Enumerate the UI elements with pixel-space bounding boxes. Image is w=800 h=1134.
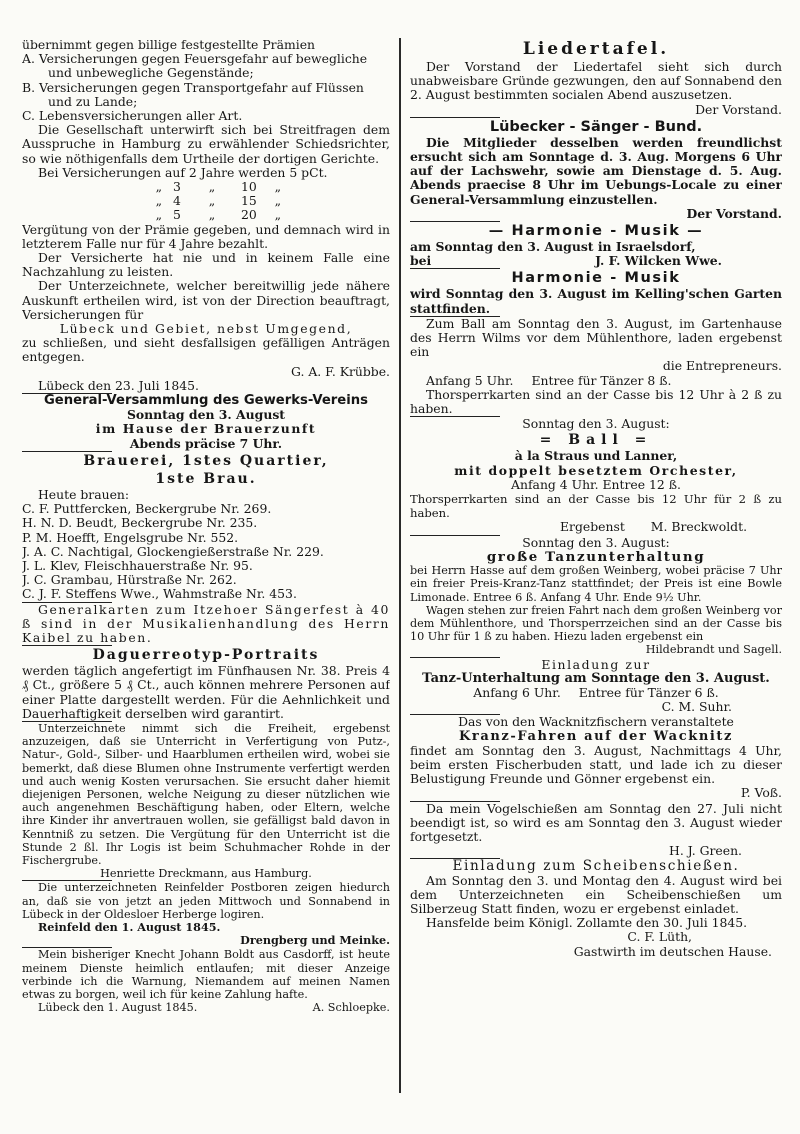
blumen-notice bbox=[22, 722, 390, 880]
insurance-item: und unbewegliche Gegenstände; bbox=[48, 65, 254, 81]
column-rule bbox=[399, 38, 401, 1093]
generalkarten-notice: Generalkarten zum Itzehoer Sängerfest à 40 ß sind in der Musikalienhandlung des Herrn Kaibel zu haben. bbox=[22, 601, 390, 645]
insurance-date: Lübeck den 23. Juli 1845. bbox=[38, 377, 199, 393]
gewerk-line: im Hause der Brauerzunft bbox=[95, 421, 317, 437]
ball2-line: Anfang 4 Uhr. Entree 12 ß. bbox=[511, 476, 681, 492]
insurance-item: C. Lebensversicherungen aller Art. bbox=[22, 108, 243, 124]
rates-row: „ 3 „ 10 „ bbox=[155, 179, 282, 195]
right-column bbox=[410, 38, 782, 959]
ball2-title: = Ball = bbox=[539, 432, 653, 449]
brauerei-entry: P. M. Hoefft, Engelsgrube Nr. 552. bbox=[22, 529, 239, 545]
brauerei-entry: H. N. D. Beudt, Beckergrube Nr. 235. bbox=[22, 515, 258, 531]
insurance-head: übernimmt gegen billige festgestellte Prämien bbox=[22, 38, 316, 52]
brauerei-intro: Heute brauen: bbox=[38, 486, 130, 502]
brauerei-entry: C. J. F. Steffens Wwe., Wahmstraße Nr. 453. bbox=[22, 586, 297, 602]
wacknitz-signature: P. Voß. bbox=[740, 785, 782, 801]
ball2-head: Sonntag den 3. August: bbox=[522, 416, 670, 432]
saenger-text: Die Mitglieder desselben werden freundlichst ersucht sich am Sonntage d. 3. Aug. Morgens 6 Uhr auf der Lachswehr, sowie am Dienstage d. 5. Aug. Abends praecise 8 Uhr im Uebungs-Locale zu einer General-Versammlung einzustellen. bbox=[410, 134, 782, 207]
brauerei-title: Brauerei, 1stes Quartier, bbox=[83, 452, 329, 469]
liedertafel-notice bbox=[410, 38, 782, 117]
daguerre-title: Daguerreotyp-Portraits bbox=[92, 647, 320, 664]
harmonie2-text: wird Sonntag den 3. August im Kelling'schen Garten stattfinden. bbox=[410, 286, 782, 316]
rates-intro: Bei Versicherungen auf 2 Jahre werden 5 pCt. bbox=[38, 164, 328, 180]
brauerei-entry: C. F. Puttfercken, Beckergrube Nr. 269. bbox=[22, 501, 272, 517]
insurance-text: zu schließen, und sieht desfallsigen gefälligen Anträgen entgegen. bbox=[22, 335, 390, 365]
liedertafel-title: Liedertafel. bbox=[522, 39, 670, 59]
knecht-signature: A. Schloepke. bbox=[312, 1001, 390, 1015]
scheiben-signature: C. F. Lüth, bbox=[627, 929, 692, 945]
harmonie1-title: — Harmonie - Musik — bbox=[488, 223, 704, 240]
einladung-signature: C. M. Suhr. bbox=[661, 699, 732, 715]
scheiben-title: Einladung zum Scheibenschießen. bbox=[452, 858, 740, 875]
insurance-item: und zu Lande; bbox=[48, 93, 138, 109]
harmonie1-line: am Sonntag den 3. August in Israelsdorf, bbox=[410, 239, 696, 255]
tanz-title: große Tanzunterhaltung bbox=[486, 548, 706, 565]
harmonie1-footer: bei J. F. Wilcken Wwe. bbox=[410, 254, 782, 268]
gewerk-line: Abends präcise 7 Uhr. bbox=[129, 435, 283, 451]
einladung-line: Tanz-Unterhaltung am Sonntage den 3. August. bbox=[422, 670, 770, 686]
liedertafel-signature: Der Vorstand. bbox=[695, 101, 782, 117]
scheiben-text: Am Sonntag den 3. und Montag den 4. August wird bei dem Unterzeichneten ein Scheibenschießen um Silberzeug Statt finden, wozu er ergebenst einladet. bbox=[410, 872, 782, 916]
insurance-notice bbox=[22, 38, 390, 393]
ball2-notice bbox=[410, 417, 782, 534]
gewerk-line: Sonntag den 3. August bbox=[126, 407, 286, 423]
tanz-head: Sonntag den 3. August: bbox=[522, 534, 670, 550]
insurance-signature: G. A. F. Krübbe. bbox=[291, 363, 390, 379]
ball2-line: à la Straus und Lanner, bbox=[514, 448, 678, 464]
wacknitz-text: findet am Sonntag den 3. August, Nachmittags 4 Uhr, beim ersten Fischerbuden statt, und lade ich zu dieser Belustigung Freunde und Gönner ergebenst ein. bbox=[410, 742, 782, 787]
tanz-text: bei Herrn Hasse auf dem großen Weinberg, wobei präcise 7 Uhr ein freier Preis-Kranz-Tanz stattfindet; der Preis ist eine Bowle Limonade. Entree 6 ß. Anfang 4 Uhr. Ende 9½ Uhr. bbox=[410, 564, 782, 604]
insurance-item: A. Versicherungen gegen Feuersgefahr auf bewegliche bbox=[22, 51, 368, 67]
knecht-text: Mein bisheriger Knecht Johann Boldt aus Casdorff, ist heute meinem Dienste heimlich entlaufen; mit dieser Anzeige verbinde ich die Warnung, Niemandem auf meinen Namen etwas zu borgen, weil ich für keine Zahlung hafte. bbox=[22, 948, 390, 1001]
rates-row: „ 5 „ 20 „ bbox=[155, 207, 282, 223]
einladung-notice bbox=[410, 658, 782, 715]
wacknitz-title: Kranz-Fahren auf der Wacknitz bbox=[458, 728, 733, 744]
harmonie1-notice bbox=[410, 222, 782, 268]
insurance-text: Die Gesellschaft unterwirft sich bei Streitfragen dem Ausspruche in Hamburg zu erwählender Schiedsrichter, so wie nöthigenfalls dem Urtheile der dortigen Gerichte. bbox=[22, 122, 390, 166]
knecht-notice bbox=[22, 948, 390, 1014]
reinfeld-notice bbox=[22, 881, 390, 947]
brauerei-subtitle: 1ste Brau. bbox=[155, 470, 257, 487]
harmonie1-signature: J. F. Wilcken Wwe. bbox=[595, 253, 722, 269]
ball2-footer: Ergebenst M. Breckwoldt. bbox=[560, 519, 748, 535]
blumen-text: Unterzeichnete nimmt sich die Freiheit, ergebenst anzuzeigen, daß sie Unterricht in Verfertigung von Putz-, Natur-, Gold-, Silber- und Haarblumen ertheilen wird, wobei sie bemerkt, daß diese Blumen ohne Instrumente verfertigt werden und auch wenig Kosten verursachen. Sie ersucht daher hiemit diejenigen Personen, welche Neigung zu dieser nützlichen wie auch angenehmen Beschäftigung haben, oder Eltern, welche ihre Kinder ihr anvertrauen wollen, sie gefälligst bald davon in Kenntniß zu setzen. Die Vergütung für den Unterricht ist die Stunde 2 ßl. Ihr Logis ist beim Schuhmacher Rohde in der Fischergrube. bbox=[22, 721, 390, 867]
insurance-text: Vergütung von der Prämie gegeben, und demnach wird in letzterem Falle nur für 4 Jahre bezahlt. bbox=[22, 221, 390, 251]
scheiben-date: Hansfelde beim Königl. Zollamte den 30. Juli 1845. bbox=[426, 915, 748, 931]
ball2-text: Thorsperrkarten sind an der Casse bis 12 Uhr für 2 ß zu haben. bbox=[410, 492, 782, 521]
insurance-item: B. Versicherungen gegen Transportgefahr auf Flüssen bbox=[22, 79, 364, 95]
liedertafel-text: Der Vorstand der Liedertafel sieht sich durch unabweisbare Gründe gezwungen, den auf Sonnabend den 2. August bestimmten socialen Abend auszusetzen. bbox=[410, 59, 782, 103]
saenger-signature: Der Vorstand. bbox=[686, 205, 782, 221]
daguerre-text: werden täglich angefertigt im Fünfhausen Nr. 38. Preis 4 ₰ Ct., größere 5 ₰ Ct., auch können mehrere Personen auf einer Platte dargestellt werden. Für die Aehnlichkeit und Dauerhaftigkeit derselben wird garantirt. bbox=[22, 663, 390, 721]
tanz-notice bbox=[410, 536, 782, 657]
reinfeld-signature: Drengberg und Meinke. bbox=[240, 933, 390, 948]
vogel-text: Da mein Vogelschießen am Sonntag den 27. Juli nicht beendigt ist, so wird es am Sonntag den 3. August wieder fortgesetzt. bbox=[410, 800, 782, 844]
einladung-title: Einladung zur bbox=[541, 656, 651, 672]
left-column bbox=[22, 38, 390, 1014]
brauerei-entry: J. C. Grambau, Hürstraße Nr. 262. bbox=[22, 572, 237, 588]
knecht-footer bbox=[22, 1001, 390, 1014]
harmonie2-notice bbox=[410, 269, 782, 315]
ball1-text: Zum Ball am Sonntag den 3. August, im Gartenhause des Herrn Wilms vor dem Mühlenthore, laden ergebenst ein bbox=[410, 315, 782, 360]
brauerei-notice bbox=[22, 452, 390, 602]
rates-table bbox=[22, 180, 390, 223]
vogel-signature: H. J. Green. bbox=[669, 843, 742, 859]
daguerre-notice bbox=[22, 646, 390, 721]
insurance-place: Lübeck und Gebiet, nebst Umgegend, bbox=[59, 321, 353, 337]
insurance-text: Der Versicherte hat nie und in keinem Falle eine Nachzahlung zu leisten. bbox=[22, 250, 390, 280]
ball1-times: Anfang 5 Uhr. Entree für Tänzer 8 ß. bbox=[426, 372, 672, 388]
ball2-signature: M. Breckwoldt. bbox=[650, 519, 748, 535]
tanz-text: Wagen stehen zur freien Fahrt nach dem großen Weinberg vor dem Mühlenthore, und Thorsperrzeichen sind an der Casse bis 10 Uhr für 1 ß zu haben. Hiezu laden ergebenst ein bbox=[410, 603, 782, 644]
ball2-line: mit doppelt besetztem Orchester, bbox=[454, 462, 738, 478]
newspaper-page bbox=[22, 38, 782, 1108]
gewerk-notice bbox=[22, 394, 390, 451]
scheiben-signature: Gastwirth im deutschen Hause. bbox=[573, 943, 772, 959]
ball1-signature: die Entrepreneurs. bbox=[662, 358, 782, 374]
einladung-times: Anfang 6 Uhr. Entree für Tänzer 6 ß. bbox=[473, 684, 719, 700]
reinfeld-date: Reinfeld den 1. August 1845. bbox=[38, 919, 221, 934]
harmonie2-title: Harmonie - Musik bbox=[511, 270, 681, 287]
tanz-signature: Hildebrandt und Sagell. bbox=[645, 643, 782, 657]
knecht-date: Lübeck den 1. August 1845. bbox=[38, 1001, 198, 1015]
wacknitz-head: Das von den Wacknitzfischern veranstaltete bbox=[458, 714, 734, 730]
saenger-title: Lübecker - Sänger - Bund. bbox=[489, 118, 703, 135]
wacknitz-notice bbox=[410, 715, 782, 800]
gewerk-title: General-Versammlung des Gewerks-Vereins bbox=[43, 393, 369, 409]
vogel-notice bbox=[410, 802, 782, 859]
ball1-text: Thorsperrkarten sind an der Casse bis 12 Uhr à 2 ß zu haben. bbox=[410, 386, 782, 417]
blumen-signature: Henriette Dreckmann, aus Hamburg. bbox=[100, 867, 312, 881]
saenger-notice bbox=[410, 118, 782, 221]
insurance-text: Der Unterzeichnete, welcher bereitwillig jede nähere Auskunft ertheilen wird, ist von der Direction beauftragt, Versicherungen für bbox=[22, 278, 390, 322]
scheiben-notice bbox=[410, 859, 782, 958]
rates-row: „ 4 „ 15 „ bbox=[155, 193, 282, 209]
ball1-notice bbox=[410, 317, 782, 416]
reinfeld-text: Die unterzeichneten Reinfelder Postboren zeigen hiedurch an, daß sie von jetzt an jeden Mittwoch und Sonnabend in Lübeck in der Oldesloer Herberge logiren. bbox=[22, 881, 390, 921]
brauerei-entry: J. A. C. Nachtigal, Glockengießerstraße Nr. 229. bbox=[22, 543, 324, 559]
brauerei-entry: J. L. Klev, Fleischhauerstraße Nr. 95. bbox=[22, 557, 253, 573]
